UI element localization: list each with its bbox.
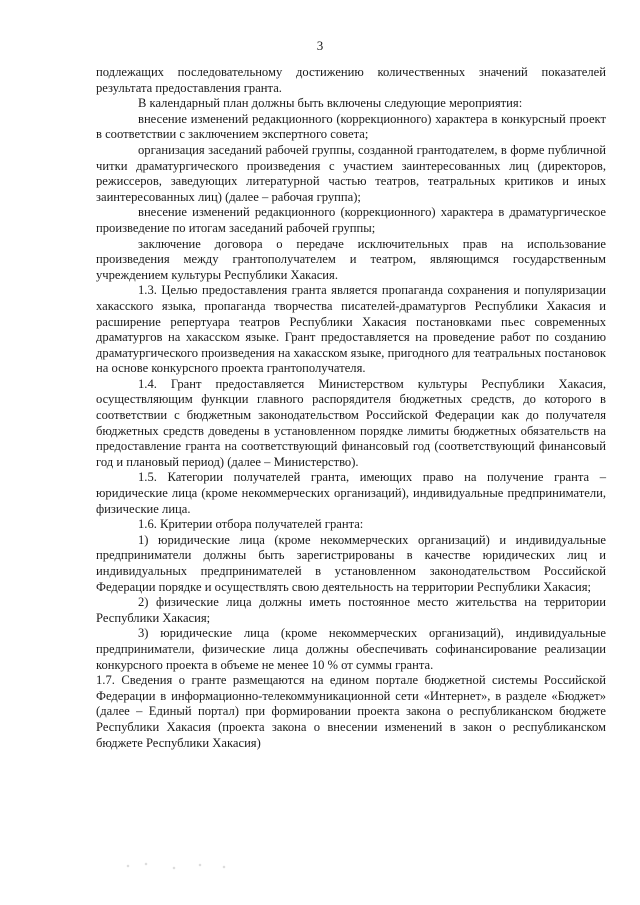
paragraph: 1.6. Критерии отбора получателей гранта: xyxy=(138,517,364,532)
paragraph: внесение изменений редакционного (коррекционного) характера в конкурсный проект в соответствии с заключением экспертного совета; xyxy=(96,111,606,142)
paragraph: 1.4. Грант предоставляется Министерством культуры Республики Хакасия, осуществляющим функции главного распорядителя бюджетных средств, до которого в соответствии с бюджетным законодательством Российской Федерации как до получателя бюджетных средств доведены в установленном порядке лимиты бюджетных обязательств на предоставление гранта на соответствующий финансовый год (соответствующий финансовый год и плановый период) (далее – Министерство). xyxy=(96,376,606,469)
paragraph: 1) юридические лица (кроме некоммерческих организаций) и индивидуальные предприниматели должны быть зарегистрированы в качестве юридических лиц и индивидуальных предпринимателей в установленном законодательством Российской Федерации порядке и осуществлять свою деятельность на территории Республики Хакасия; xyxy=(96,532,606,594)
paragraph: 1.7. Сведения о гранте размещаются на едином портале бюджетной системы Российской Федерации в информационно-телекоммуникационной сети «Интернет», в разделе «Бюджет» (далее – Единый портал) при формировании проекта закона о республиканском бюджете Республики Хакасия (проекта закона о внесении изменений в закон о республиканском бюджете Республики Хакасия) xyxy=(96,673,606,750)
paragraph: заключение договора о передаче исключительных прав на использование произведения между грантополучателем и театром, являющимся государственным учреждением культуры Республики Хакасия. xyxy=(96,236,606,282)
scan-artifact xyxy=(120,860,240,872)
paragraph: В календарный план должны быть включены следующие мероприятия: xyxy=(138,96,523,111)
paragraph: организация заседаний рабочей группы, созданной грантодателем, в форме публичной читки драматургического произведения с участием заинтересованных лиц (директоров, режиссеров, заведующих литературной частью театров, театральных критиков и иных заинтересованных лиц) (далее – рабочая группа); xyxy=(96,142,606,204)
paragraph: 1.3. Целью предоставления гранта является пропаганда сохранения и популяризации хакасского языка, пропаганда творчества писателей-драматургов Республики Хакасия и расширение репертуара театров Республики Хакасия постановками пьес современных драматургов на хакасском языке. Грант предоставляется на проведение работ по созданию драматургического произведения на хакасском языке, пригодного для театральных постановок на основе конкурсного проекта грантополучателя. xyxy=(96,283,606,376)
document-body xyxy=(96,65,606,751)
page-number: 3 xyxy=(316,38,324,53)
paragraph: внесение изменений редакционного (коррекционного) характера в драматургическое произведение по итогам заседаний рабочей группы; xyxy=(96,205,606,235)
paragraph: 1.5. Категории получателей гранта, имеющих право на получение гранта – юридические лица (кроме некоммерческих организаций), индивидуальные предприниматели, физические лица. xyxy=(96,470,606,516)
paragraph: 2) физические лица должны иметь постоянное место жительства на территории Республики Хакасия; xyxy=(96,595,606,625)
paragraph: подлежащих последовательному достижению количественных значений показателей результата предоставления гранта. xyxy=(96,65,606,95)
paragraph: 3) юридические лица (кроме некоммерческих организаций), индивидуальные предприниматели, физические лица должны обеспечивать софинансирование реализации конкурсного проекта в объеме не менее 10 % от суммы гранта. xyxy=(96,626,606,672)
